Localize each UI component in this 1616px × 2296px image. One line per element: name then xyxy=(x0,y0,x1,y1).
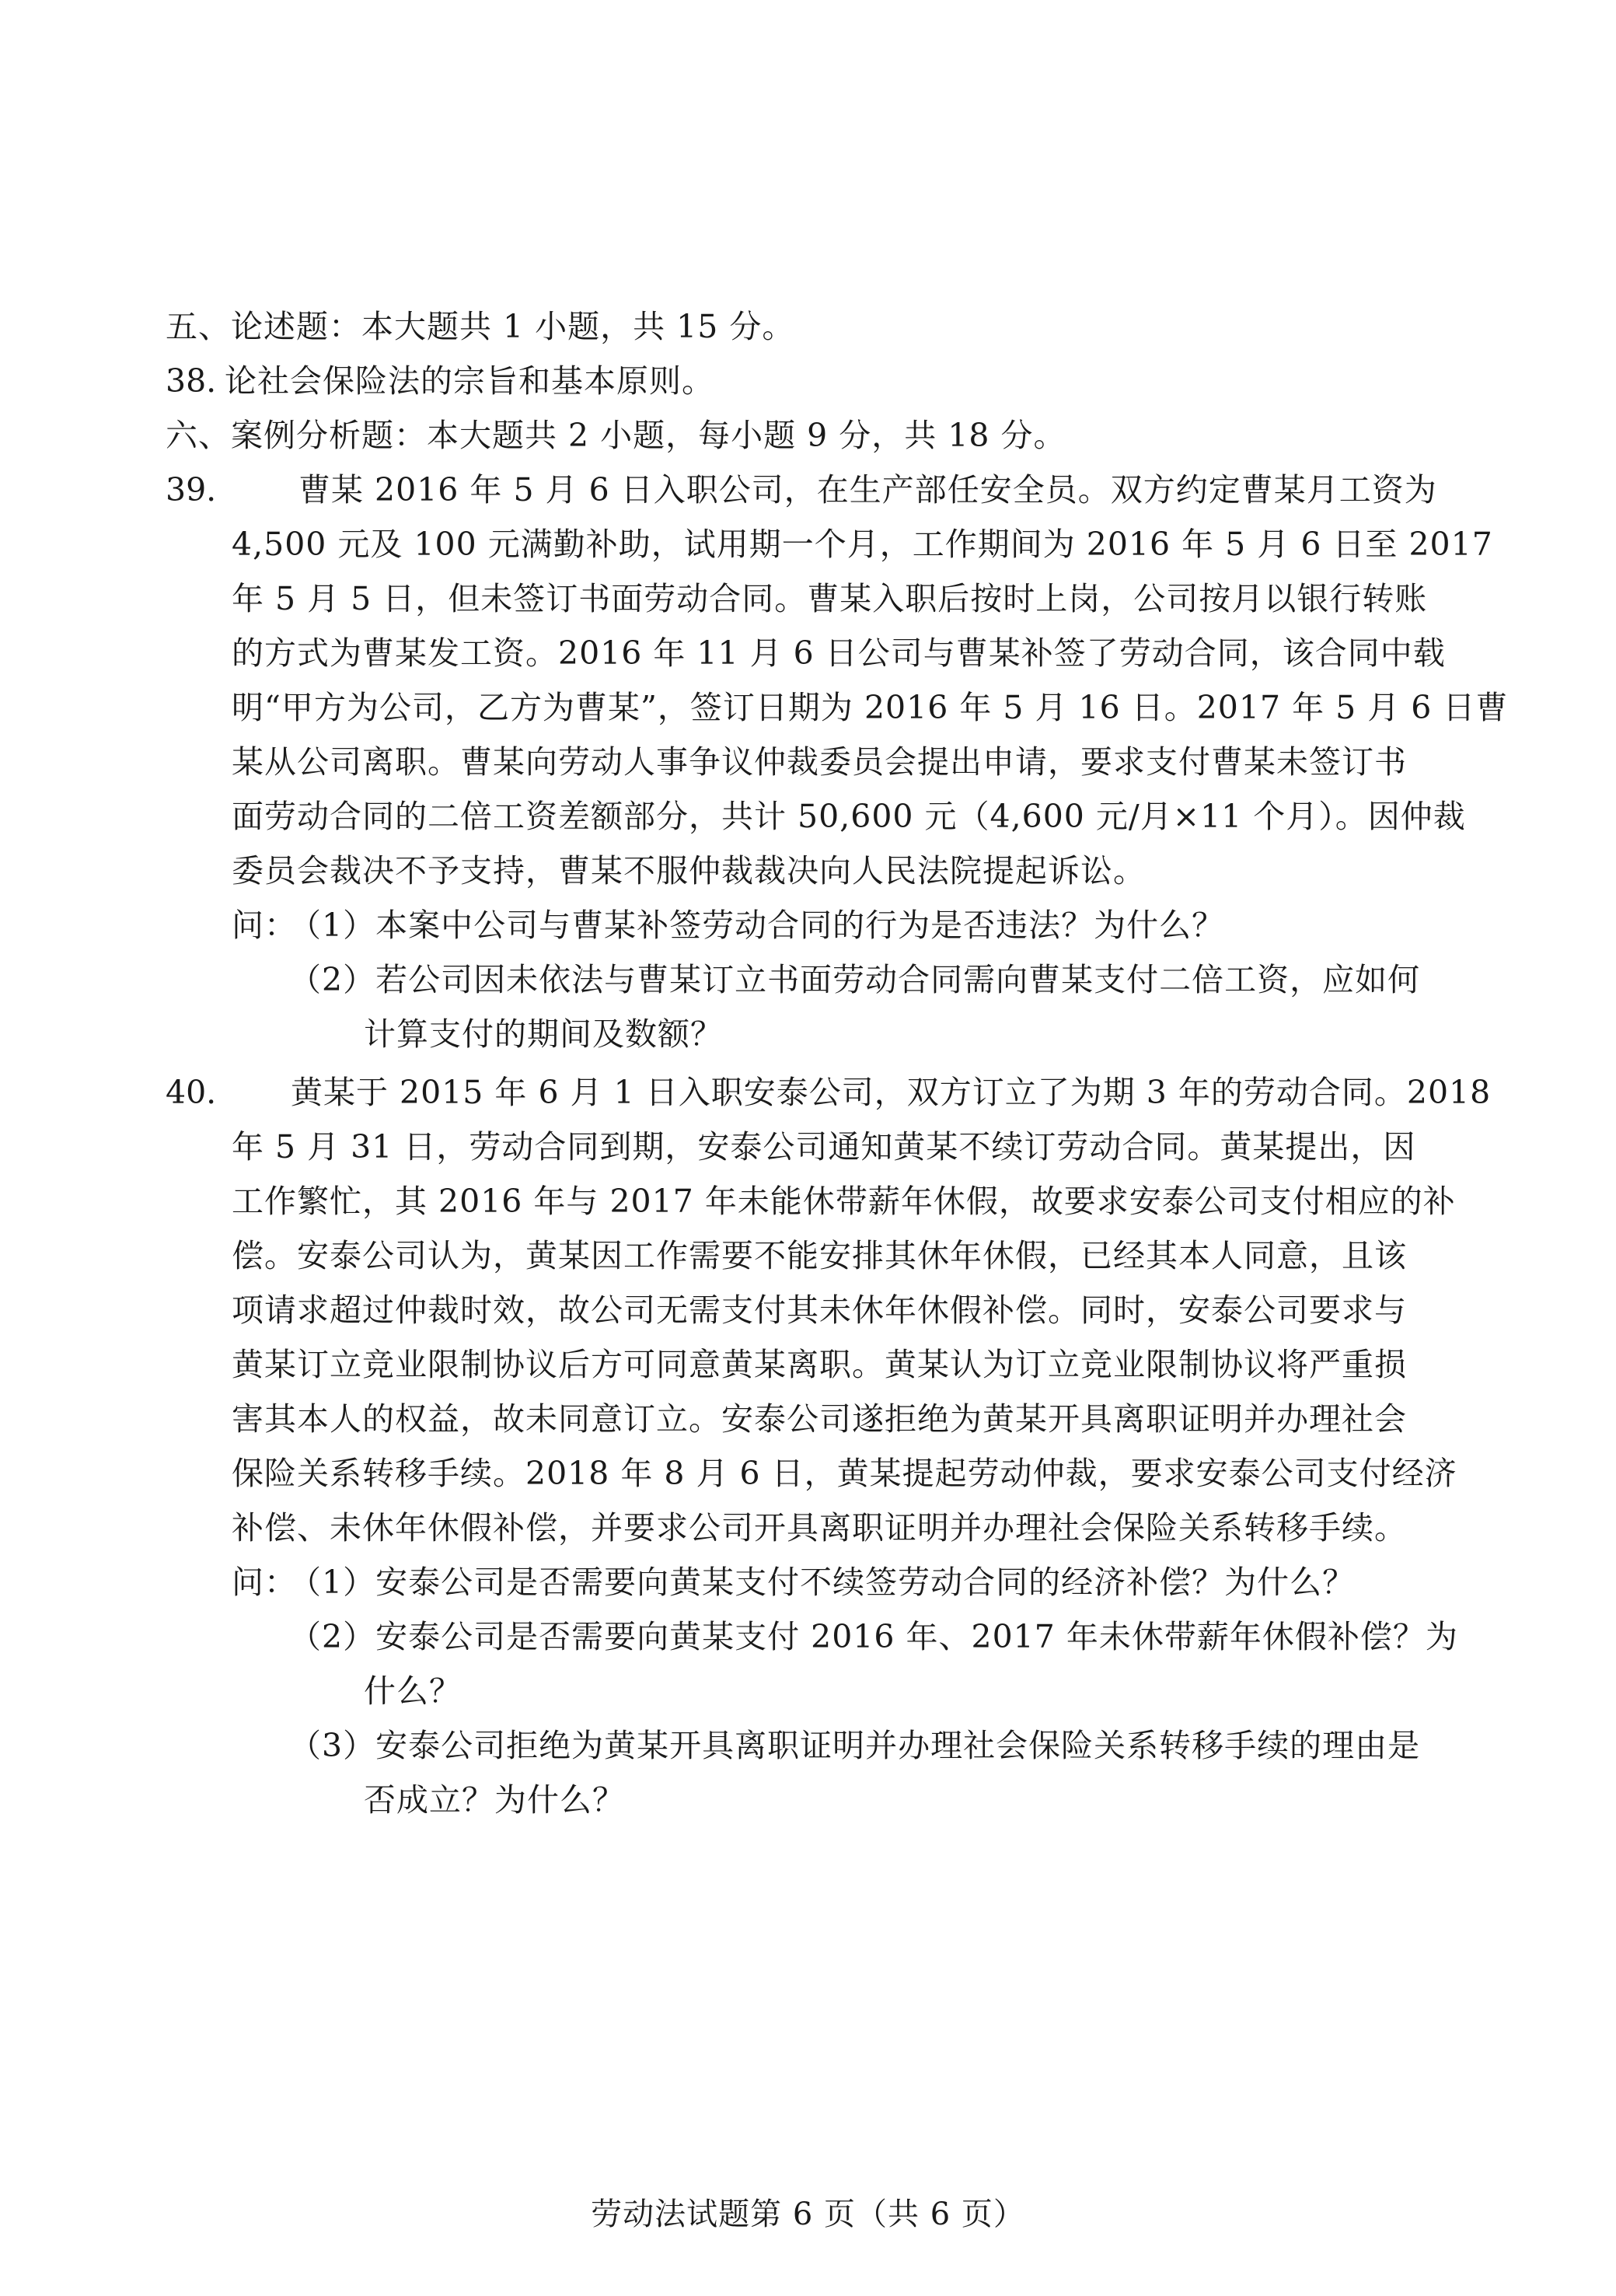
question-40-line-5: 项请求超过仲裁时效，故公司无需支付其未休年休假补偿。同时，安泰公司要求与 xyxy=(232,1291,1407,1329)
section-six-heading: 六、案例分析题：本大题共 2 小题，每小题 9 分，共 18 分。 xyxy=(166,417,1066,454)
question-40-line-9: 补偿、未休年休假补偿，并要求公司开具离职证明并办理社会保险关系转移手续。 xyxy=(232,1509,1407,1546)
question-40-line-8: 保险关系转移手续。2018 年 8 月 6 日，黄某提起劳动仲裁，要求安泰公司支付经济 xyxy=(232,1455,1457,1492)
question-39-sub-2-line-2: 计算支付的期间及数额？ xyxy=(364,1015,723,1053)
question-40-sub-1: （1）安泰公司是否需要向黄某支付不续签劳动合同的经济补偿？为什么？ xyxy=(289,1564,1356,1601)
page-footer: 劳动法试题第 6 页（共 6 页） xyxy=(591,2196,1025,2232)
section-five-heading: 五、论述题：本大题共 1 小题，共 15 分。 xyxy=(166,308,795,345)
question-40-line-6: 黄某订立竞业限制协议后方可同意黄某离职。黄某认为订立竞业限制协议将严重损 xyxy=(232,1346,1407,1383)
question-39-line-5: 明“甲方为公司，乙方为曹某”，签订日期为 2016 年 5 月 16 日。2017 年 5 月 6 日曹 xyxy=(232,689,1509,726)
question-39-number: 39. xyxy=(166,471,217,508)
question-39-line-8: 委员会裁决不予支持，曹某不服仲裁裁决向人民法院提起诉讼。 xyxy=(232,852,1146,889)
question-39-line-2: 4,500 元及 100 元满勤补助，试用期一个月，工作期间为 2016 年 5 月 6 日至 2017 xyxy=(232,526,1493,563)
question-38-number: 38. xyxy=(166,362,217,400)
question-40-line-4: 偿。安泰公司认为，黄某因工作需要不能安排其休年休假，已经其本人同意，且该 xyxy=(232,1237,1407,1274)
question-39-sub-1: （1）本案中公司与曹某补签劳动合同的行为是否违法？为什么？ xyxy=(289,907,1225,944)
question-39-sub-2-line-1: （2）若公司因未依法与曹某订立书面劳动合同需向曹某支付二倍工资，应如何 xyxy=(289,961,1421,998)
question-40-sub-2-line-2: 什么？ xyxy=(364,1672,462,1710)
question-40-line-3: 工作繁忙，其 2016 年与 2017 年未能休带薪年休假，故要求安泰公司支付相应的补 xyxy=(232,1183,1456,1220)
question-39-line-7: 面劳动合同的二倍工资差额部分，共计 50,600 元（4,600 元/月×11 个月）。因仲裁 xyxy=(232,798,1466,835)
question-40-line-2: 年 5 月 31 日，劳动合同到期，安泰公司通知黄某不续订劳动合同。黄某提出，因 xyxy=(232,1128,1416,1165)
question-39-ask-prefix: 问： xyxy=(232,907,297,944)
question-40-line-7: 害其本人的权益，故未同意订立。安泰公司遂拒绝为黄某开具离职证明并办理社会 xyxy=(232,1400,1407,1438)
question-39-line-4: 的方式为曹某发工资。2016 年 11 月 6 日公司与曹某补签了劳动合同，该合同中载 xyxy=(232,634,1446,672)
question-39-line-6: 某从公司离职。曹某向劳动人事争议仲裁委员会提出申请，要求支付曹某未签订书 xyxy=(232,743,1407,781)
question-40-line-1: 黄某于 2015 年 6 月 1 日入职安泰公司，双方订立了为期 3 年的劳动合同。2018 xyxy=(291,1074,1492,1111)
question-38-text: 论社会保险法的宗旨和基本原则。 xyxy=(225,362,714,400)
question-39-line-1: 曹某 2016 年 5 月 6 日入职公司，在生产部任安全员。双方约定曹某月工资为 xyxy=(298,471,1437,508)
question-40-sub-3-line-1: （3）安泰公司拒绝为黄某开具离职证明并办理社会保险关系转移手续的理由是 xyxy=(289,1727,1421,1764)
question-39-line-3: 年 5 月 5 日，但未签订书面劳动合同。曹某入职后按时上岗，公司按月以银行转账 xyxy=(232,580,1428,617)
question-40-sub-2-line-1: （2）安泰公司是否需要向黄某支付 2016 年、2017 年未休带薪年休假补偿？为 xyxy=(289,1618,1458,1655)
question-40-sub-3-line-2: 否成立？为什么？ xyxy=(364,1781,625,1819)
question-40-ask-prefix: 问： xyxy=(232,1564,297,1601)
question-40-number: 40. xyxy=(166,1074,217,1111)
